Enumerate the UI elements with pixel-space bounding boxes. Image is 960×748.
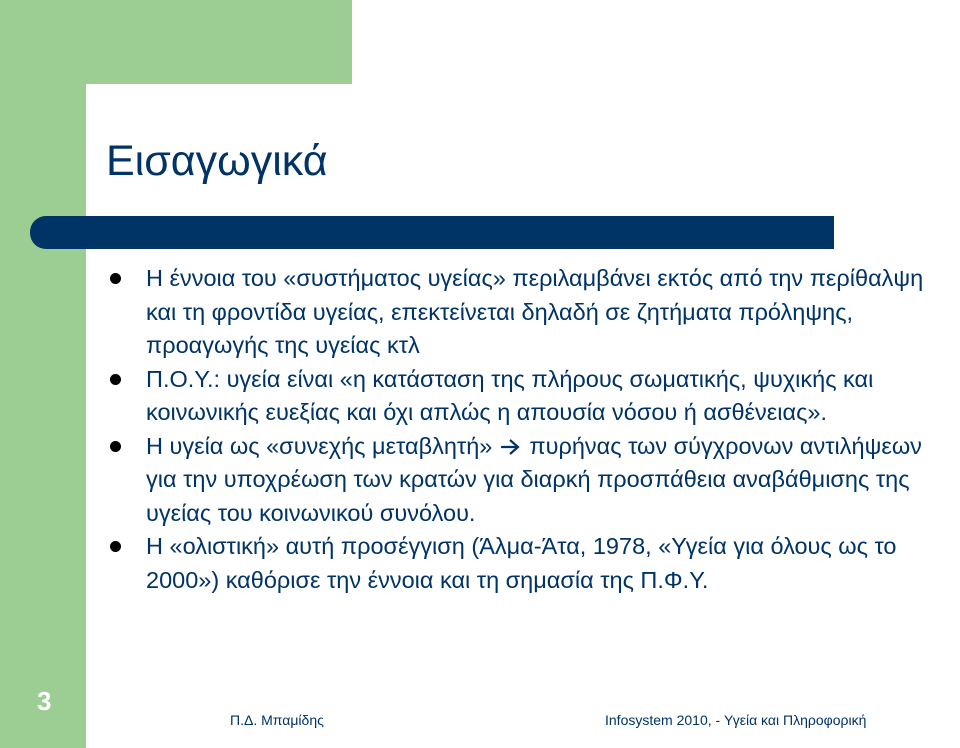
slide-title: Εισαγωγικά [106, 137, 328, 185]
bullet-dot-icon [110, 374, 121, 385]
bullet-item [110, 262, 940, 363]
bullet-text-before-arrow: Η υγεία ως «συνεχής μεταβλητή» [146, 432, 493, 459]
footer-course: Infosystem 2010, - Υγεία και Πληροφορική [605, 712, 867, 728]
bullet-item [110, 363, 940, 430]
title-underline-bar [30, 216, 834, 249]
bullet-text: Π.Ο.Υ.: υγεία είναι «η κατάσταση της πλήρους σωματικής, ψυχικής και κοινωνικής ευεξίας και όχι απλώς η απουσία νόσου ή ασθένειας». [146, 365, 874, 425]
bullet-dot-icon [110, 273, 121, 284]
footer-author: Π.Δ. Μπαμίδης [230, 712, 324, 728]
bullet-item [110, 530, 940, 597]
right-arrow-icon [499, 437, 521, 457]
bullet-text: Η «ολιστική» αυτή προσέγγιση (Άλμα-Άτα, 1978, «Υγεία για όλους ως το 2000») καθόρισε την έννοια και τη σημασία της Π.Φ.Υ. [146, 533, 897, 593]
left-accent-band [0, 0, 86, 748]
bullet-list [110, 262, 940, 597]
top-accent-band [0, 0, 352, 84]
bullet-dot-icon [110, 441, 121, 452]
slide-number: 3 [37, 686, 52, 716]
bullet-text: Η έννοια του «συστήματος υγείας» περιλαμβάνει εκτός από την περίθαλψη και τη φροντίδα υγείας, επεκτείνεται δηλαδή σε ζητήματα πρόληψης, προαγωγής της υγείας κτλ [146, 265, 924, 358]
bullet-dot-icon [110, 541, 121, 552]
bullet-text-after-arrow: πυρήνας των σύγχρονων αντιλήψεων για την υποχρέωση των κρατών για διαρκή προσπάθεια αναβάθμισης της υγείας του κοινωνικού συνόλου. [146, 432, 922, 526]
bullet-item [110, 430, 940, 531]
